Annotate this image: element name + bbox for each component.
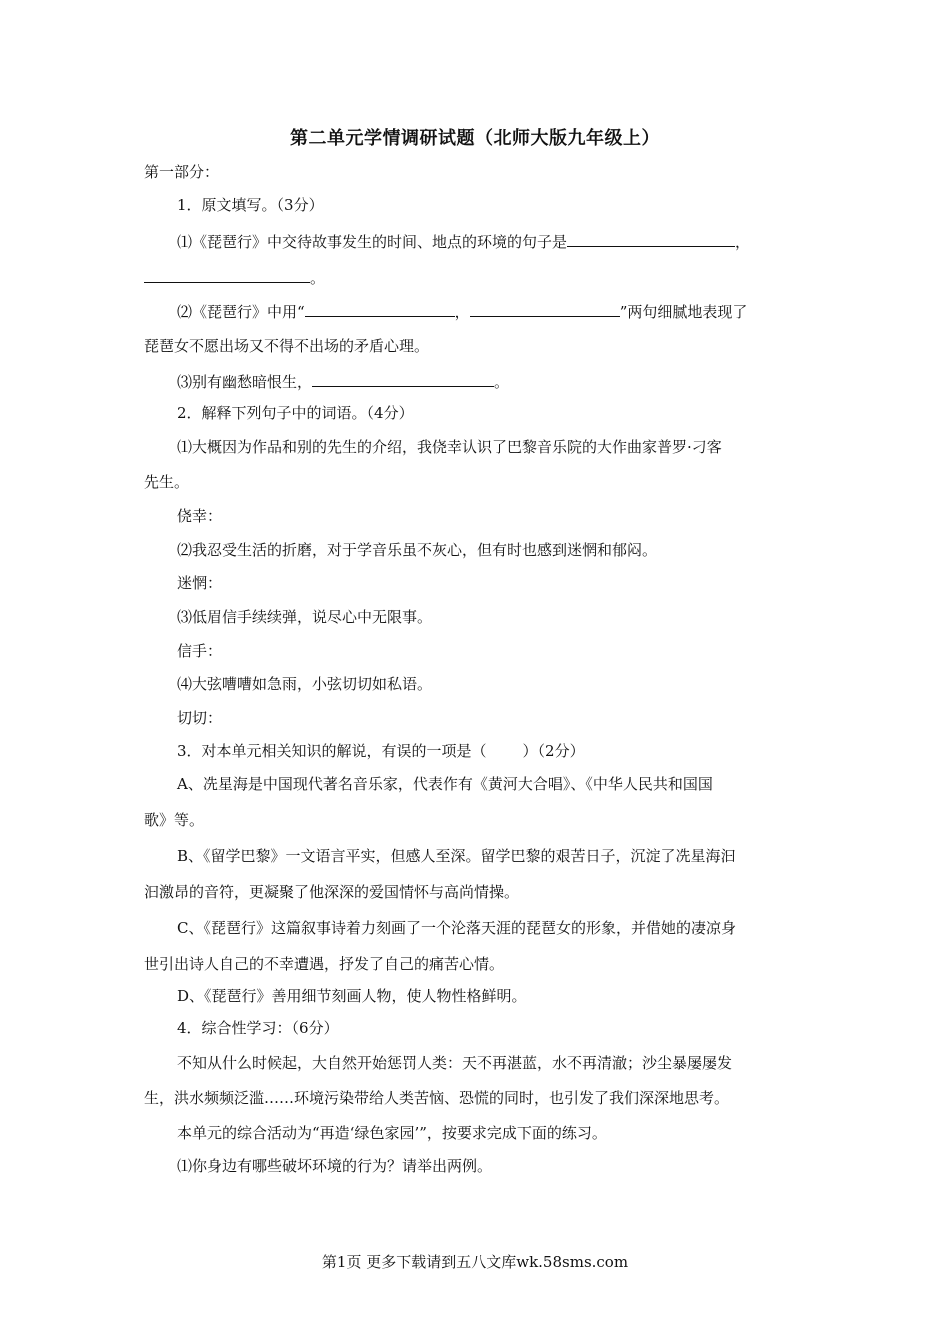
q2-sub2: ⑵我忍受生活的折磨，对于学音乐虽不灰心，但有时也感到迷惘和郁闷。 (177, 541, 658, 559)
q3-heading-b: ）（2分） (522, 742, 585, 760)
q1-sub2-line (177, 300, 747, 322)
q1-heading: 1．原文填写。（3分） (177, 196, 324, 214)
q1-sub2-cont: 琵琶女不愿出场又不得不出场的矛盾心理。 (144, 337, 430, 355)
answer-blank[interactable] (144, 266, 310, 283)
q1-sub3-end: 。 (494, 373, 510, 391)
q1-sub1-comma: ， (735, 233, 751, 251)
q1-sub2-text-c: ”两句细腻地表现了 (619, 303, 748, 321)
q4-paragraph2: 本单元的综合活动为“再造‘绿色家园’”，按要求完成下面的练习。 (177, 1124, 607, 1142)
q3-option-b: B、《留学巴黎》一文语言平实，但感人至深。留学巴黎的艰苦日子，沉淀了冼星海汩 (177, 847, 736, 865)
q2-sub3: ⑶低眉信手续续弹，说尽心中无限事。 (177, 608, 433, 626)
q1-sub2-text-a: ⑵《琵琶行》中用“ (177, 303, 305, 321)
q1-sub1-cont (144, 266, 325, 288)
q3-option-c-cont: 世引出诗人自己的不幸遭遇，抒发了自己的痛苦心情。 (144, 955, 505, 973)
q2-word1: 侥幸： (177, 507, 223, 525)
q2-sub4: ⑷大弦嘈嘈如急雨，小弦切切如私语。 (177, 675, 433, 693)
answer-blank[interactable] (312, 370, 494, 387)
q3-heading-a: 3．对本单元相关知识的解说，有误的一项是（ (177, 742, 487, 760)
q2-sub1: ⑴大概因为作品和别的先生的介绍，我侥幸认识了巴黎音乐院的大作曲家普罗·刁客 (177, 438, 722, 456)
page-footer: 第1页 更多下载请到五八文库wk.58sms.com (321, 1253, 629, 1271)
q4-paragraph1: 不知从什么时候起，大自然开始惩罚人类：天不再湛蓝，水不再清澈；沙尘暴屡屡发 (177, 1054, 733, 1072)
q1-sub1-text: ⑴《琵琶行》中交待故事发生的时间、地点的环境的句子是 (177, 233, 568, 251)
q3-option-b-cont: 汩激昂的音符，更凝聚了他深深的爱国情怀与高尚情操。 (144, 883, 520, 901)
q2-sub1-cont: 先生。 (144, 473, 190, 491)
q1-sub2-text-b: ， (454, 303, 470, 321)
q1-sub1-end: 。 (310, 269, 326, 287)
q3-option-c: C、《琵琶行》这篇叙事诗着力刻画了一个沦落天涯的琵琶女的形象，并借她的凄凉身 (177, 919, 736, 937)
q4-paragraph1-cont: 生，洪水频频泛滥……环境污染带给人类苦恼、恐慌的同时，也引发了我们深深地思考。 (144, 1089, 730, 1107)
answer-blank[interactable] (567, 230, 735, 247)
q2-word2: 迷惘： (177, 574, 223, 592)
q3-option-a-cont: 歌》等。 (144, 811, 205, 829)
page-title: 第二单元学情调研试题（北师大版九年级上） (290, 128, 660, 149)
q3-option-a: A、冼星海是中国现代著名音乐家，代表作有《黄河大合唱》、《中华人民共和国国 (177, 775, 713, 793)
q4-heading: 4．综合性学习：（6分） (177, 1019, 339, 1037)
q3-option-d: D、《琵琶行》善用细节刻画人物，使人物性格鲜明。 (177, 987, 527, 1005)
answer-blank[interactable] (470, 300, 620, 317)
part-label: 第一部分： (144, 163, 220, 181)
q2-heading: 2．解释下列句子中的词语。（4分） (177, 404, 414, 422)
q2-word3: 信手： (177, 642, 223, 660)
q2-word4: 切切： (177, 709, 223, 727)
q3-heading (177, 741, 585, 761)
q1-sub3-line (177, 370, 509, 392)
q1-sub1-line (177, 230, 750, 252)
q4-sub1: ⑴你身边有哪些破坏环境的行为？请举出两例。 (177, 1157, 493, 1175)
q1-sub3-text: ⑶别有幽愁暗恨生， (177, 373, 313, 391)
answer-blank[interactable] (305, 300, 455, 317)
